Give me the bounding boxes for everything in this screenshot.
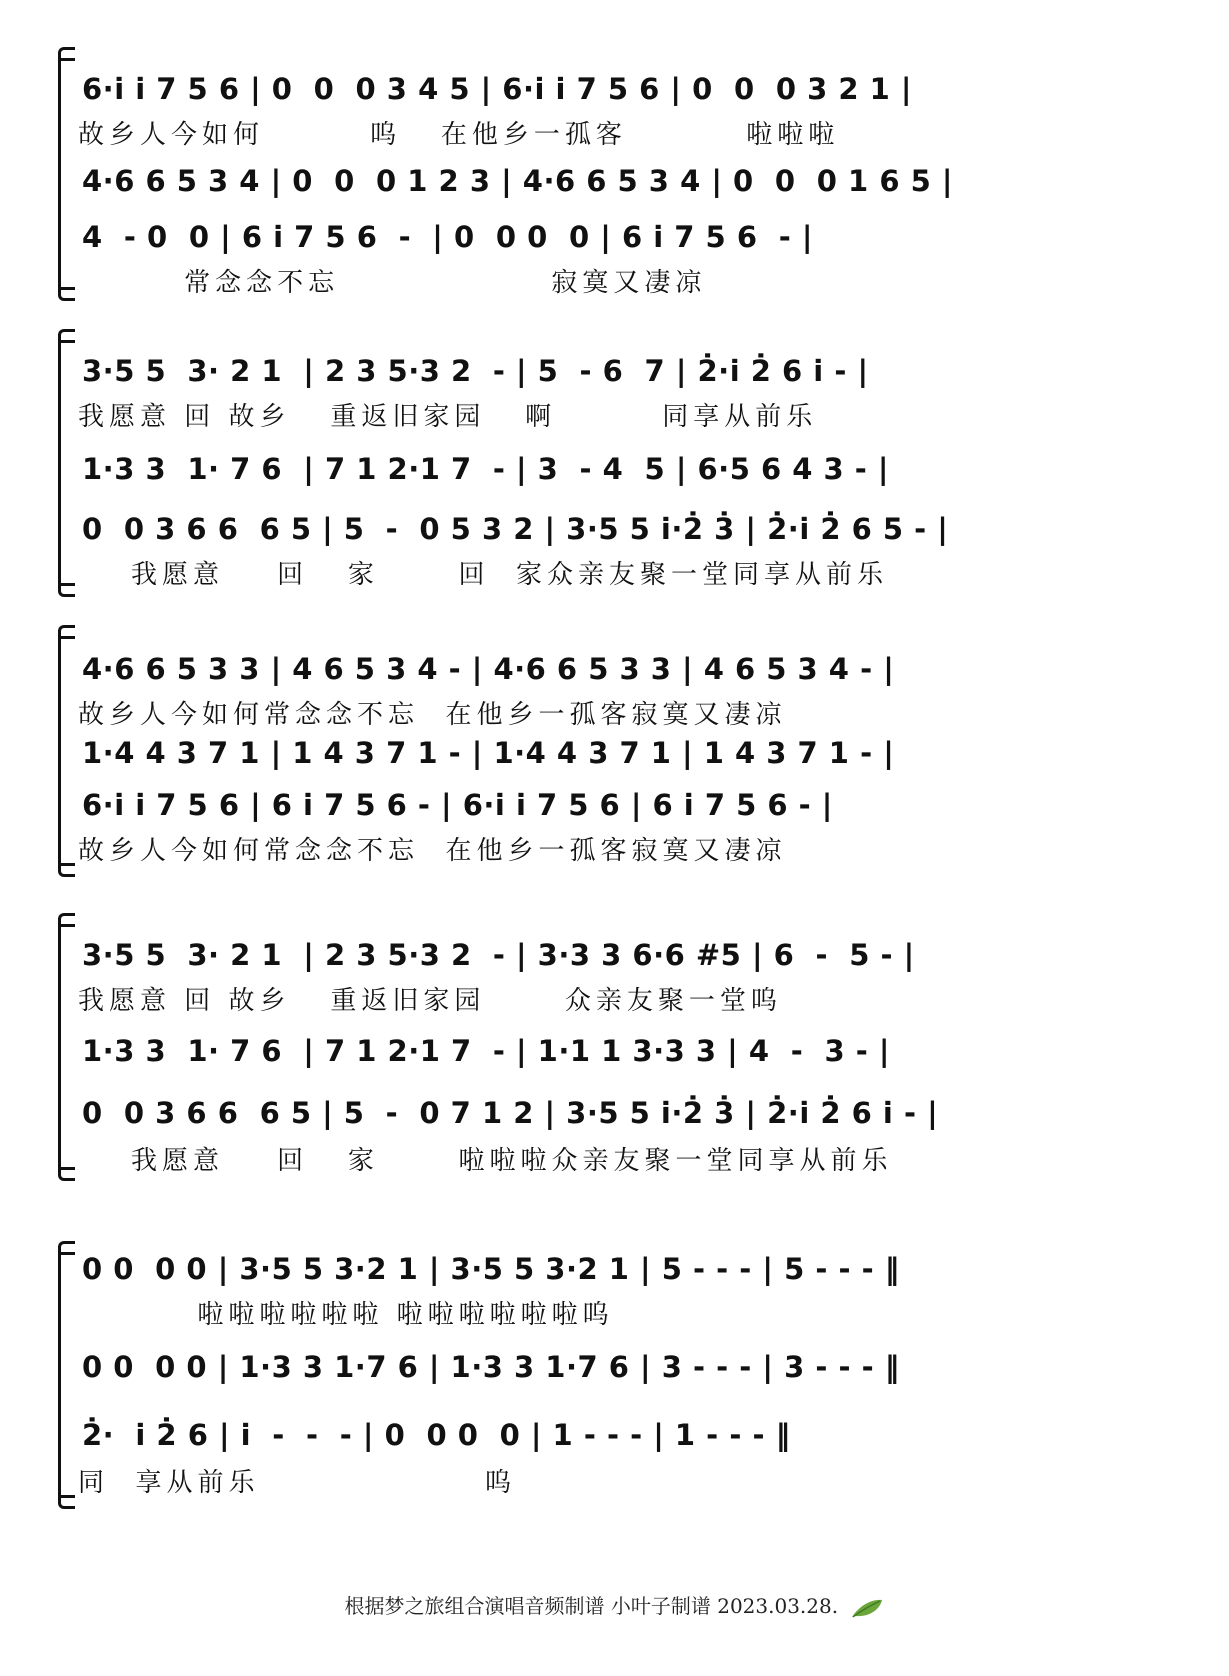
system-1-part-2-notes: 4·6 6 5 3 4 | 0 0 0 1 2 3 | 4·6 6 5 3 4 | 0 0 0 1 6 5 | xyxy=(82,164,953,198)
system-1-part-3-notes: 4 - 0 0 | 6 i̇ 7 5 6 - | 0 0 0 0 | 6 i̇ 7 5 6 - | xyxy=(82,220,813,254)
system-4-part-3-notes: 0 0 3 6 6 6 5 | 5 - 0 7 1 2 | 3·5 5 i̇·2̇ 3̇ | 2̇·i̇ 2̇ 6 i̇ - | xyxy=(82,1096,939,1130)
system-5-part-2-notes: 0 0 0 0 | 1·3 3 1·7 6 | 1·3 3 1·7 6 | 3 - - - | 3 - - - ‖ xyxy=(82,1350,900,1384)
system-5-part-1-lyrics: 啦啦啦啦啦啦 啦啦啦啦啦啦呜 xyxy=(78,1300,614,1330)
system-1-part-1-lyrics: 故乡人今如何 呜 在他乡一孤客 啦啦啦 xyxy=(78,120,840,150)
system-3-part-1-lyrics: 故乡人今如何常念念不忘 在他乡一孤客寂寞又凄凉 xyxy=(78,700,787,730)
system-4-part-1-notes: 3·5 5 3· 2 1 | 2 3 5·3 2 - | 3·3 3 6·6 #5 | 6 - 5 - | xyxy=(82,938,915,972)
system-4-part-1-lyrics: 我愿意 回 故乡 重返旧家园 众亲友聚一堂呜 xyxy=(78,986,782,1016)
system-4-part-3-lyrics: 我愿意 回 家 啦啦啦众亲友聚一堂同享从前乐 xyxy=(78,1146,893,1176)
system-3-part-3-notes: 6·i̇ i̇ 7 5 6 | 6 i̇ 7 5 6 - | 6·i̇ i̇ 7 5 6 | 6 i̇ 7 5 6 - | xyxy=(82,788,833,822)
system-2-part-2-notes: 1·3 3 1· 7 6 | 7 1 2·1 7 - | 3 - 4 5 | 6·5 6 4 3 - | xyxy=(82,452,890,486)
footer-text: 根据梦之旅组合演唱音频制谱 小叶子制谱 2023.03.28. xyxy=(344,1594,839,1618)
system-bracket-5 xyxy=(58,1252,75,1498)
system-5-part-1-notes: 0 0 0 0 | 3·5 5 3·2 1 | 3·5 5 3·2 1 | 5 - - - | 5 - - - ‖ xyxy=(82,1252,900,1286)
system-1-part-1-notes: 6·i̇ i̇ 7 5 6 | 0 0 0 3 4 5 | 6·i̇ i̇ 7 5 6 | 0 0 0 3 2 1 | xyxy=(82,72,913,106)
system-2-part-3-notes: 0 0 3 6 6 6 5 | 5 - 0 5 3 2 | 3·5 5 i̇·2̇ 3̇ | 2̇·i̇ 2̇ 6 5 - | xyxy=(82,512,949,546)
system-2-part-1-notes: 3·5 5 3· 2 1 | 2 3 5·3 2 - | 5 - 6 7 | 2̇·i̇ 2̇ 6 i̇ - | xyxy=(82,354,869,388)
system-3-part-1-notes: 4·6 6 5 3 3 | 4 6 5 3 4 - | 4·6 6 5 3 3 | 4 6 5 3 4 - | xyxy=(82,652,895,686)
system-4-part-2-notes: 1·3 3 1· 7 6 | 7 1 2·1 7 - | 1·1 1 3·3 3 | 4 - 3 - | xyxy=(82,1034,890,1068)
system-5-part-3-notes: 2̇· i̇ 2̇ 6 | i̇ - - - | 0 0 0 0 | 1 - - - | 1 - - - ‖ xyxy=(82,1418,791,1452)
system-3-part-3-lyrics: 故乡人今如何常念念不忘 在他乡一孤客寂寞又凄凉 xyxy=(78,836,787,866)
system-bracket-4 xyxy=(58,924,75,1170)
system-2-part-1-lyrics: 我愿意 回 故乡 重返旧家园 啊 同享从前乐 xyxy=(78,402,818,432)
system-2-part-3-lyrics: 我愿意 回 家 回 家众亲友聚一堂同享从前乐 xyxy=(78,560,889,590)
system-bracket-2 xyxy=(58,340,75,586)
system-5-part-3-lyrics: 同 享从前乐 呜 xyxy=(78,1468,517,1498)
leaf-icon xyxy=(850,1597,884,1619)
system-bracket-1 xyxy=(58,58,75,290)
system-3-part-2-notes: 1·4 4 3 7 1 | 1 4 3 7 1 - | 1·4 4 3 7 1 | 1 4 3 7 1 - | xyxy=(82,736,895,770)
system-bracket-3 xyxy=(58,636,75,866)
system-1-part-3-lyrics: 常念念不忘 寂寞又凄凉 xyxy=(78,268,707,298)
footer-credit xyxy=(0,1590,1229,1619)
